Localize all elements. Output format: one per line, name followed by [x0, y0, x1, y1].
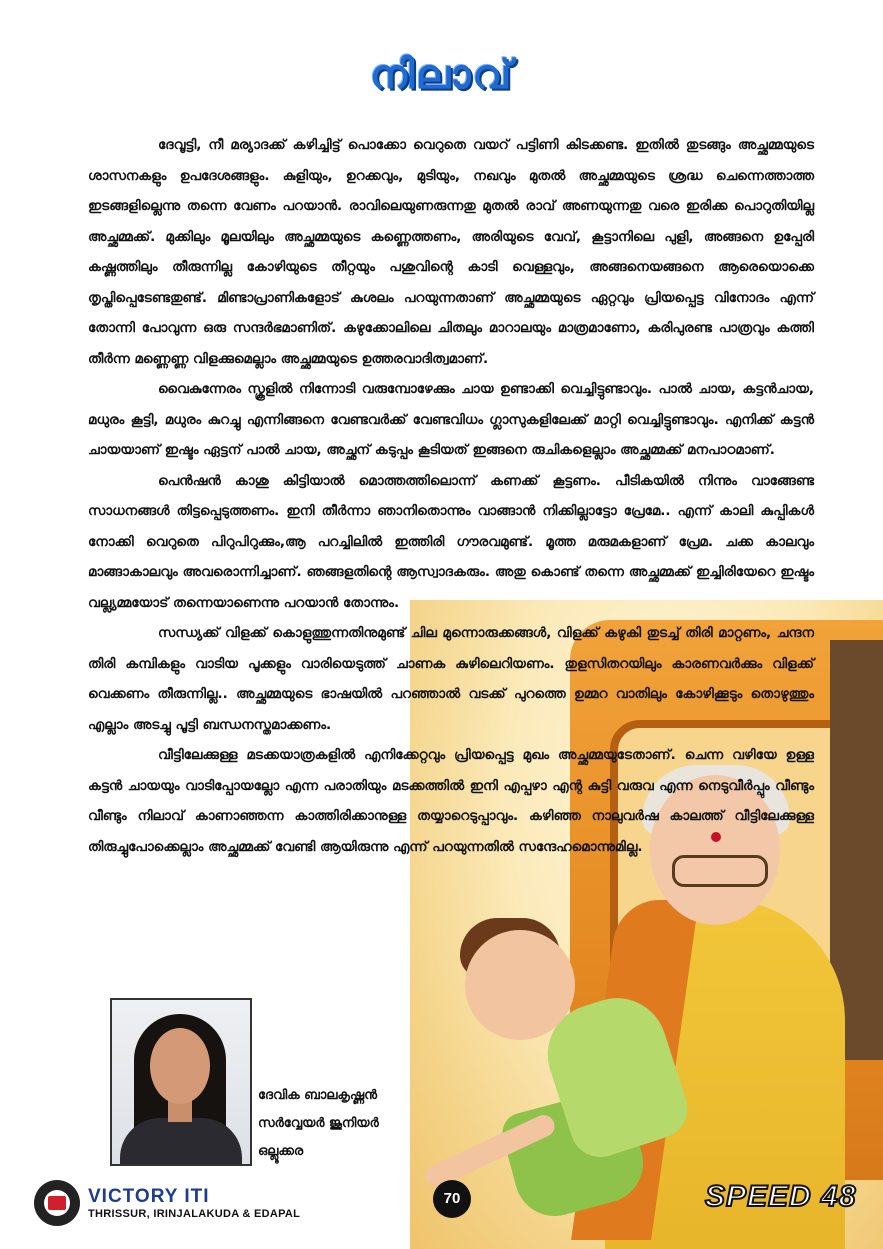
author-place: ഒല്ലൂക്കര [258, 1144, 304, 1159]
author-name: ദേവിക ബാലകൃഷ്ണൻ [258, 1088, 378, 1103]
gear-logo-icon [34, 1180, 84, 1230]
girl-head [465, 930, 575, 1040]
article-body [88, 130, 814, 862]
paragraph-5: വീട്ടിലേക്കുള്ള മടക്കയാത്രകളിൽ എനിക്കേറ്റവും പ്രിയപ്പെട്ട മുഖം അച്ഛമ്മയുടേതാണ്. ചെന്ന വഴിയേ ഉള്ള കട്ടൻ ചായയും വാടിപ്പോയല്ലോ എന്ന പരാതിയും മടക്കത്തിൽ ഇനി എപ്പഴാ എന്റ കുട്ടി വരുവ എന്ന നെടുവീർപ്പും വീണ്ടും വീണ്ടും നിലാവ് കാണാഞ്ഞന്ന കാത്തിരിക്കാനുള്ള തയ്യാറെടുപ്പാവും. കഴിഞ്ഞ നാലുവർഷ കാലത്ത് വീട്ടിലേക്കുള്ള തിരുച്ചുപോക്കെല്ലാം അച്ഛമ്മക്ക് വേണ്ടി ആയിരുന്നു എന്ന് പറയുന്നതിൽ സന്ദേഹമൊന്നുമില്ല. [88, 747, 814, 855]
paragraph-4: സന്ധ്യക്ക് വിളക്ക് കൊളുത്തുന്നതിനുമുണ്ട് ചില മുന്നൊരുക്കങ്ങൾ, വിളക്ക് കഴുകി തുടച്ച് തിരി മാറ്റണം, ചന്ദന തിരി കമ്പികളും വാടിയ പൂക്കളും വാരിയെടുത്ത് ചാണക കുഴിലെറിയണം. തുളസിതറയിലും കാരണവർക്കും വിളക്ക് വെക്കണം തീരുന്നില്ല.. അച്ഛമ്മയുടെ ഭാഷയിൽ പറഞ്ഞാൽ വടക്ക് പുറത്തെ ഉമ്മറ വാതിലും കോഴിക്കൂടും തൊഴുത്തും എല്ലാം അടച്ചു പൂട്ടി ബന്ധനസ്തമാക്കണം. [88, 625, 814, 733]
page-number: 70 [433, 1180, 471, 1218]
author-info [258, 1082, 379, 1166]
paragraph-1: ദേവൂട്ടി, നീ മര്യാദക്ക് കഴിച്ചിട്ട് പൊക്കോ വെറുതെ വയറ് പട്ടിണി കിടക്കണ്ട. ഇതിൽ തുടങ്ങും അച്ഛമ്മയുടെ ശാസനകളും ഉപദേശങ്ങളും. കുളിയും, ഉറക്കവും, മുടിയും, നഖവും മുതൽ അച്ഛമ്മയുടെ ശ്രദ്ധ ചെന്നെത്താത്ത ഇടങ്ങളില്ലെന്നു തന്നെ വേണം പറയാൻ. രാവിലെയുണരുന്നതു മുതൽ രാവ് അണയുന്നതു വരെ ഇരിക്ക പൊറുതിയില്ല അച്ഛമ്മക്ക്. മുക്കിലും മൂലയിലും അച്ഛമ്മയുടെ കണ്ണെത്തണം, അരിയുടെ വേവ്, കൂട്ടാനിലെ പുളി, അങ്ങനെ ഉപ്പേരി കഷ്ണത്തിലും തീരുന്നില്ല കോഴിയുടെ തീറ്റയും പശുവിന്റെ കാടി വെള്ളവും, അങ്ങനെയങ്ങനെ ആരെയൊക്കെ തൃപ്തിപ്പെടേണ്ടതുണ്ട്. മിണ്ടാപ്രാണികളോട് കുശലം പറയുന്നതാണ് അച്ഛമ്മയുടെ ഏറ്റവും പ്രിയപ്പെട്ട വിനോദം എന്ന് തോന്നി പോവുന്ന ഒരു സന്ദർഭമാണിത്. കഴുക്കോലിലെ ചിതലും മാറാലയും മാത്രമാണോ, കരിപുരണ്ട പാത്രവും കത്തി തീർന്ന മണ്ണെണ്ണ വിളക്കുമെല്ലാം അച്ഛമ്മയുടെ ഉത്തരവാദിത്വമാണ്. [88, 137, 814, 367]
iti-mark-icon [48, 1196, 66, 1210]
brand-name: VICTORY ITI [88, 1186, 210, 1207]
paragraph-2: വൈകുന്നേരം സ്കൂളിൽ നിന്നോടി വരുമ്പോഴേക്കും ചായ ഉണ്ടാക്കി വെച്ചിട്ടുണ്ടാവും. പാൽ ചായ, കട്ടൻചായ, മധുരം കൂട്ടി, മധുരം കുറച്ചു എന്നിങ്ങനെ വേണ്ടവർക്ക് വേണ്ടവിധം ഗ്ലാസുകളിലേക്ക് മാറ്റി വെച്ചിട്ടുണ്ടാവും. എനിക്ക് കട്ടൻ ചായയാണ് ഇഷ്ടം ഏട്ടന് പാൽ ചായ, അച്ഛന് കടുപ്പം കൂടിയത് ഇങ്ങനെ രുചികളെല്ലാം അച്ഛമ്മക്ക് മനപാഠമാണ്. [88, 381, 814, 458]
author-photo [110, 998, 252, 1166]
author-role: സർവ്വേയർ ജൂനിയർ [258, 1116, 379, 1131]
paragraph-3: പെൻഷൻ കാശു കിട്ടിയാൽ മൊത്തത്തിലൊന്ന് കണക്ക് കൂട്ടണം. പീടികയിൽ നിന്നും വാങ്ങേണ്ട സാധനങ്ങൾ തിട്ടപ്പെടുത്തണം. ഇനി തീർന്നാ ഞാനിതൊന്നും വാങ്ങാൻ നിക്കില്ലാട്ടോ പ്രേമേ.. എന്ന് കാലി കുപ്പികൾ നോക്കി വെറുതെ പിറുപിറുക്കും,ആ പറച്ചിലിൽ ഇത്തിരി ഗൗരവമുണ്ട്. മൂത്ത മരുമകളാണ് പ്രേമ. ചക്ക കാലവും മാങ്ങാകാലവും അവരൊന്നിച്ചാണ്. ഞങ്ങളതിന്റെ ആസ്വാദകരും. അതു കൊണ്ട് തന്നെ അച്ഛമ്മക്ക് ഇച്ചിരിയേറെ ഇഷ്ടം വല്ല്യമ്മയോട് തന്നെയാണെന്നു പറയാൻ തോന്നും. [88, 472, 814, 611]
brand-locations: THRISSUR, IRINJALAKUDA & EDAPAL [88, 1208, 301, 1220]
magazine-name: SPEED 48 [705, 1180, 857, 1213]
author-photo-face [150, 1028, 210, 1104]
author-photo-shirt [120, 1118, 242, 1166]
page-title: നിലാവ് [369, 52, 514, 98]
